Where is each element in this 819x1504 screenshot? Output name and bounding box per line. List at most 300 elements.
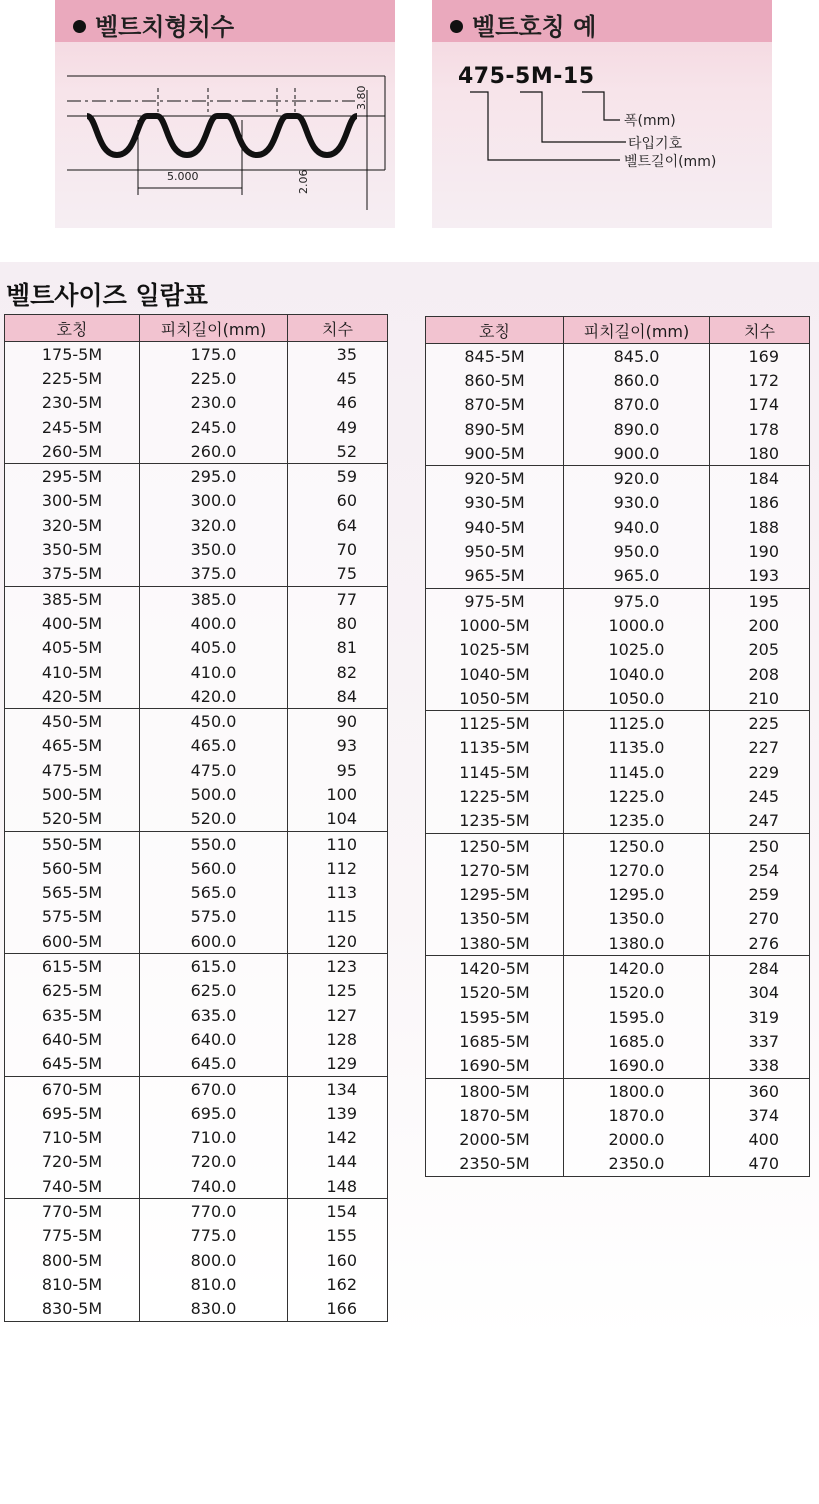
table-row [426, 833, 810, 858]
cell-pitch: 1270.0 [564, 858, 710, 882]
table-row [426, 1103, 810, 1127]
table-row [426, 662, 810, 686]
cell-pitch: 1135.0 [564, 736, 710, 760]
cell-name: 1595-5M [426, 1005, 564, 1029]
table-row [426, 344, 810, 369]
cell-name: 1690-5M [426, 1054, 564, 1079]
table-row [5, 366, 388, 390]
cell-name: 2350-5M [426, 1152, 564, 1177]
cell-teeth: 205 [710, 638, 810, 662]
cell-pitch: 1380.0 [564, 931, 710, 956]
tooth-profile-panel [55, 0, 395, 228]
legend-width: 폭(mm) [624, 113, 676, 129]
cell-teeth: 470 [710, 1152, 810, 1177]
cell-teeth: 75 [288, 562, 388, 587]
cell-name: 1800-5M [426, 1078, 564, 1103]
cell-pitch: 975.0 [564, 588, 710, 613]
cell-name: 940-5M [426, 515, 564, 539]
cell-pitch: 890.0 [564, 417, 710, 441]
cell-pitch: 845.0 [564, 344, 710, 369]
cell-name: 1235-5M [426, 809, 564, 834]
cell-teeth: 112 [288, 856, 388, 880]
cell-teeth: 169 [710, 344, 810, 369]
table-row [5, 513, 388, 537]
cell-name: 560-5M [5, 856, 140, 880]
cell-pitch: 385.0 [140, 586, 288, 611]
cell-name: 500-5M [5, 782, 140, 806]
table-row [426, 711, 810, 736]
table-row [5, 979, 388, 1003]
table-row [426, 931, 810, 956]
cell-teeth: 259 [710, 883, 810, 907]
cell-teeth: 193 [710, 564, 810, 589]
cell-name: 1685-5M [426, 1029, 564, 1053]
table-row [426, 1054, 810, 1079]
cell-pitch: 225.0 [140, 366, 288, 390]
cell-pitch: 965.0 [564, 564, 710, 589]
table-row [426, 784, 810, 808]
cell-teeth: 195 [710, 588, 810, 613]
table-row [426, 956, 810, 981]
cell-teeth: 115 [288, 905, 388, 929]
cell-name: 385-5M [5, 586, 140, 611]
table-row [426, 638, 810, 662]
cell-pitch: 1870.0 [564, 1103, 710, 1127]
cell-pitch: 1235.0 [564, 809, 710, 834]
cell-name: 465-5M [5, 734, 140, 758]
cell-pitch: 1295.0 [564, 883, 710, 907]
cell-name: 860-5M [426, 368, 564, 392]
cell-name: 520-5M [5, 807, 140, 832]
cell-pitch: 1250.0 [564, 833, 710, 858]
size-table-right-header [426, 317, 810, 344]
cell-pitch: 830.0 [140, 1297, 288, 1322]
cell-name: 1225-5M [426, 784, 564, 808]
cell-teeth: 247 [710, 809, 810, 834]
table-row [5, 636, 388, 660]
cell-name: 1870-5M [426, 1103, 564, 1127]
cell-name: 1025-5M [426, 638, 564, 662]
cell-name: 810-5M [5, 1272, 140, 1296]
cell-name: 870-5M [426, 393, 564, 417]
cell-teeth: 210 [710, 686, 810, 711]
designation-example-panel [432, 0, 772, 228]
cell-pitch: 300.0 [140, 489, 288, 513]
cell-name: 1135-5M [426, 736, 564, 760]
cell-pitch: 420.0 [140, 684, 288, 709]
cell-teeth: 144 [288, 1150, 388, 1174]
cell-name: 635-5M [5, 1003, 140, 1027]
cell-pitch: 1800.0 [564, 1078, 710, 1103]
legend-type: 타입기호 [628, 136, 683, 152]
cell-teeth: 120 [288, 929, 388, 954]
cell-name: 300-5M [5, 489, 140, 513]
cell-teeth: 186 [710, 491, 810, 515]
cell-pitch: 740.0 [140, 1174, 288, 1199]
cell-name: 230-5M [5, 391, 140, 415]
table-row [426, 1005, 810, 1029]
cell-pitch: 695.0 [140, 1101, 288, 1125]
cell-name: 975-5M [426, 588, 564, 613]
tooth-profile-diagram [55, 0, 395, 228]
cell-pitch: 720.0 [140, 1150, 288, 1174]
table-row [426, 539, 810, 563]
cell-teeth: 245 [710, 784, 810, 808]
cell-name: 775-5M [5, 1224, 140, 1248]
cell-teeth: 134 [288, 1076, 388, 1101]
cell-name: 600-5M [5, 929, 140, 954]
cell-pitch: 645.0 [140, 1052, 288, 1077]
table-row [5, 464, 388, 489]
table-row [5, 1027, 388, 1051]
table-row [5, 831, 388, 856]
cell-teeth: 162 [288, 1272, 388, 1296]
table-row [426, 588, 810, 613]
cell-pitch: 500.0 [140, 782, 288, 806]
cell-teeth: 139 [288, 1101, 388, 1125]
cell-name: 800-5M [5, 1248, 140, 1272]
cell-teeth: 90 [288, 709, 388, 734]
cell-pitch: 410.0 [140, 660, 288, 684]
cell-name: 375-5M [5, 562, 140, 587]
table-row [426, 1152, 810, 1177]
cell-name: 1000-5M [426, 613, 564, 637]
cell-name: 830-5M [5, 1297, 140, 1322]
table-row [426, 515, 810, 539]
table-row [5, 1224, 388, 1248]
cell-name: 2000-5M [426, 1128, 564, 1152]
table-row [5, 758, 388, 782]
cell-teeth: 60 [288, 489, 388, 513]
cell-name: 320-5M [5, 513, 140, 537]
cell-name: 845-5M [426, 344, 564, 369]
table-row [5, 342, 388, 367]
table-row [5, 1150, 388, 1174]
cell-name: 695-5M [5, 1101, 140, 1125]
cell-teeth: 82 [288, 660, 388, 684]
cell-teeth: 35 [288, 342, 388, 367]
table-row [5, 905, 388, 929]
cell-teeth: 46 [288, 391, 388, 415]
cell-teeth: 225 [710, 711, 810, 736]
cell-teeth: 148 [288, 1174, 388, 1199]
cell-name: 1125-5M [426, 711, 564, 736]
cell-name: 450-5M [5, 709, 140, 734]
header-pitch: 피치길이(mm) [140, 315, 288, 342]
table-row [5, 1248, 388, 1272]
cell-pitch: 400.0 [140, 611, 288, 635]
cell-pitch: 2000.0 [564, 1128, 710, 1152]
table-row [426, 564, 810, 589]
cell-teeth: 304 [710, 981, 810, 1005]
size-table-left [4, 314, 388, 1322]
total-height-dimension: 3.80 [355, 85, 368, 110]
cell-name: 645-5M [5, 1052, 140, 1077]
designation-leader-lines [432, 0, 772, 228]
table-row [5, 415, 388, 439]
cell-pitch: 350.0 [140, 537, 288, 561]
cell-name: 260-5M [5, 439, 140, 464]
cell-name: 1420-5M [426, 956, 564, 981]
table-row [5, 881, 388, 905]
cell-name: 175-5M [5, 342, 140, 367]
cell-pitch: 295.0 [140, 464, 288, 489]
cell-pitch: 775.0 [140, 1224, 288, 1248]
cell-pitch: 465.0 [140, 734, 288, 758]
cell-pitch: 405.0 [140, 636, 288, 660]
cell-teeth: 338 [710, 1054, 810, 1079]
cell-pitch: 245.0 [140, 415, 288, 439]
cell-name: 565-5M [5, 881, 140, 905]
cell-teeth: 84 [288, 684, 388, 709]
cell-teeth: 128 [288, 1027, 388, 1051]
cell-name: 245-5M [5, 415, 140, 439]
designation-example-title-text: 벨트호칭 예 [472, 13, 597, 41]
cell-pitch: 670.0 [140, 1076, 288, 1101]
cell-pitch: 800.0 [140, 1248, 288, 1272]
cell-name: 720-5M [5, 1150, 140, 1174]
cell-name: 350-5M [5, 537, 140, 561]
size-table-left-header [5, 315, 388, 342]
table-row [426, 466, 810, 491]
cell-teeth: 70 [288, 537, 388, 561]
cell-teeth: 337 [710, 1029, 810, 1053]
cell-teeth: 49 [288, 415, 388, 439]
table-row [5, 782, 388, 806]
table-row [426, 760, 810, 784]
cell-teeth: 123 [288, 954, 388, 979]
cell-teeth: 81 [288, 636, 388, 660]
cell-teeth: 250 [710, 833, 810, 858]
cell-pitch: 600.0 [140, 929, 288, 954]
table-row [426, 613, 810, 637]
table-row [426, 686, 810, 711]
cell-name: 1250-5M [426, 833, 564, 858]
cell-pitch: 1025.0 [564, 638, 710, 662]
cell-pitch: 375.0 [140, 562, 288, 587]
cell-teeth: 125 [288, 979, 388, 1003]
cell-pitch: 1050.0 [564, 686, 710, 711]
table-row [5, 734, 388, 758]
cell-name: 405-5M [5, 636, 140, 660]
cell-name: 710-5M [5, 1126, 140, 1150]
cell-pitch: 860.0 [564, 368, 710, 392]
cell-name: 965-5M [426, 564, 564, 589]
cell-pitch: 770.0 [140, 1199, 288, 1224]
cell-pitch: 450.0 [140, 709, 288, 734]
cell-pitch: 565.0 [140, 881, 288, 905]
table-row [5, 684, 388, 709]
cell-pitch: 1040.0 [564, 662, 710, 686]
cell-teeth: 52 [288, 439, 388, 464]
cell-pitch: 1350.0 [564, 907, 710, 931]
cell-teeth: 172 [710, 368, 810, 392]
table-row [5, 1076, 388, 1101]
table-row [426, 417, 810, 441]
cell-pitch: 1685.0 [564, 1029, 710, 1053]
cell-pitch: 950.0 [564, 539, 710, 563]
cell-teeth: 180 [710, 441, 810, 466]
cell-name: 950-5M [426, 539, 564, 563]
table-row [426, 981, 810, 1005]
cell-pitch: 2350.0 [564, 1152, 710, 1177]
cell-teeth: 80 [288, 611, 388, 635]
cell-teeth: 64 [288, 513, 388, 537]
designation-code: 475-5M-15 [458, 64, 595, 89]
table-row [426, 1078, 810, 1103]
cell-teeth: 200 [710, 613, 810, 637]
cell-teeth: 100 [288, 782, 388, 806]
cell-pitch: 230.0 [140, 391, 288, 415]
cell-pitch: 560.0 [140, 856, 288, 880]
cell-pitch: 1420.0 [564, 956, 710, 981]
cell-pitch: 1125.0 [564, 711, 710, 736]
cell-name: 1520-5M [426, 981, 564, 1005]
cell-name: 225-5M [5, 366, 140, 390]
cell-teeth: 113 [288, 881, 388, 905]
table-row [5, 929, 388, 954]
cell-name: 900-5M [426, 441, 564, 466]
header-name: 호칭 [426, 317, 564, 344]
size-table-right [425, 316, 810, 1177]
table-row [5, 537, 388, 561]
table-row [426, 1029, 810, 1053]
tooth-height-dimension: 2.06 [297, 169, 310, 194]
table-row [426, 1128, 810, 1152]
cell-name: 1270-5M [426, 858, 564, 882]
cell-teeth: 77 [288, 586, 388, 611]
cell-pitch: 870.0 [564, 393, 710, 417]
table-row [5, 439, 388, 464]
cell-pitch: 930.0 [564, 491, 710, 515]
table-row [5, 586, 388, 611]
cell-pitch: 1145.0 [564, 760, 710, 784]
cell-teeth: 319 [710, 1005, 810, 1029]
cell-name: 410-5M [5, 660, 140, 684]
table-row [5, 1272, 388, 1296]
table-row [5, 562, 388, 587]
cell-teeth: 154 [288, 1199, 388, 1224]
table-row [5, 1126, 388, 1150]
cell-pitch: 550.0 [140, 831, 288, 856]
cell-teeth: 178 [710, 417, 810, 441]
cell-teeth: 188 [710, 515, 810, 539]
table-row [5, 611, 388, 635]
cell-teeth: 400 [710, 1128, 810, 1152]
cell-teeth: 45 [288, 366, 388, 390]
cell-teeth: 374 [710, 1103, 810, 1127]
cell-name: 420-5M [5, 684, 140, 709]
cell-name: 475-5M [5, 758, 140, 782]
table-row [5, 1003, 388, 1027]
table-row [426, 736, 810, 760]
cell-name: 930-5M [426, 491, 564, 515]
table-row [426, 907, 810, 931]
header-teeth: 치수 [288, 315, 388, 342]
cell-pitch: 635.0 [140, 1003, 288, 1027]
cell-teeth: 160 [288, 1248, 388, 1272]
cell-teeth: 155 [288, 1224, 388, 1248]
cell-name: 1350-5M [426, 907, 564, 931]
table-row [5, 660, 388, 684]
table-row [5, 1174, 388, 1199]
cell-teeth: 229 [710, 760, 810, 784]
cell-teeth: 93 [288, 734, 388, 758]
table-row [5, 856, 388, 880]
cell-pitch: 475.0 [140, 758, 288, 782]
table-row [5, 954, 388, 979]
cell-teeth: 174 [710, 393, 810, 417]
cell-pitch: 1690.0 [564, 1054, 710, 1079]
cell-name: 575-5M [5, 905, 140, 929]
table-row [426, 858, 810, 882]
cell-teeth: 184 [710, 466, 810, 491]
cell-name: 1145-5M [426, 760, 564, 784]
table-row [5, 709, 388, 734]
cell-pitch: 940.0 [564, 515, 710, 539]
cell-pitch: 575.0 [140, 905, 288, 929]
header-pitch: 피치길이(mm) [564, 317, 710, 344]
cell-name: 770-5M [5, 1199, 140, 1224]
cell-pitch: 320.0 [140, 513, 288, 537]
size-table-heading: 벨트사이즈 일람표 [6, 281, 208, 310]
cell-name: 920-5M [426, 466, 564, 491]
table-row [426, 393, 810, 417]
cell-name: 615-5M [5, 954, 140, 979]
cell-name: 1040-5M [426, 662, 564, 686]
cell-pitch: 520.0 [140, 807, 288, 832]
cell-pitch: 640.0 [140, 1027, 288, 1051]
cell-pitch: 260.0 [140, 439, 288, 464]
table-row [5, 1052, 388, 1077]
table-row [5, 391, 388, 415]
table-row [426, 491, 810, 515]
table-row [5, 1101, 388, 1125]
cell-name: 890-5M [426, 417, 564, 441]
cell-pitch: 1225.0 [564, 784, 710, 808]
cell-name: 625-5M [5, 979, 140, 1003]
cell-pitch: 1595.0 [564, 1005, 710, 1029]
cell-teeth: 110 [288, 831, 388, 856]
cell-name: 1295-5M [426, 883, 564, 907]
cell-name: 400-5M [5, 611, 140, 635]
cell-teeth: 276 [710, 931, 810, 956]
tooth-profile-title-text: 벨트치형치수 [95, 13, 235, 41]
table-row [426, 809, 810, 834]
cell-name: 670-5M [5, 1076, 140, 1101]
cell-teeth: 270 [710, 907, 810, 931]
cell-teeth: 227 [710, 736, 810, 760]
cell-pitch: 1000.0 [564, 613, 710, 637]
table-row [426, 368, 810, 392]
cell-teeth: 127 [288, 1003, 388, 1027]
cell-teeth: 284 [710, 956, 810, 981]
cell-teeth: 59 [288, 464, 388, 489]
cell-teeth: 254 [710, 858, 810, 882]
cell-pitch: 615.0 [140, 954, 288, 979]
cell-teeth: 360 [710, 1078, 810, 1103]
cell-teeth: 208 [710, 662, 810, 686]
cell-teeth: 129 [288, 1052, 388, 1077]
cell-pitch: 625.0 [140, 979, 288, 1003]
cell-name: 295-5M [5, 464, 140, 489]
table-row [5, 807, 388, 832]
cell-name: 550-5M [5, 831, 140, 856]
cell-teeth: 190 [710, 539, 810, 563]
legend-length: 벨트길이(mm) [624, 154, 717, 170]
cell-pitch: 810.0 [140, 1272, 288, 1296]
cell-pitch: 1520.0 [564, 981, 710, 1005]
